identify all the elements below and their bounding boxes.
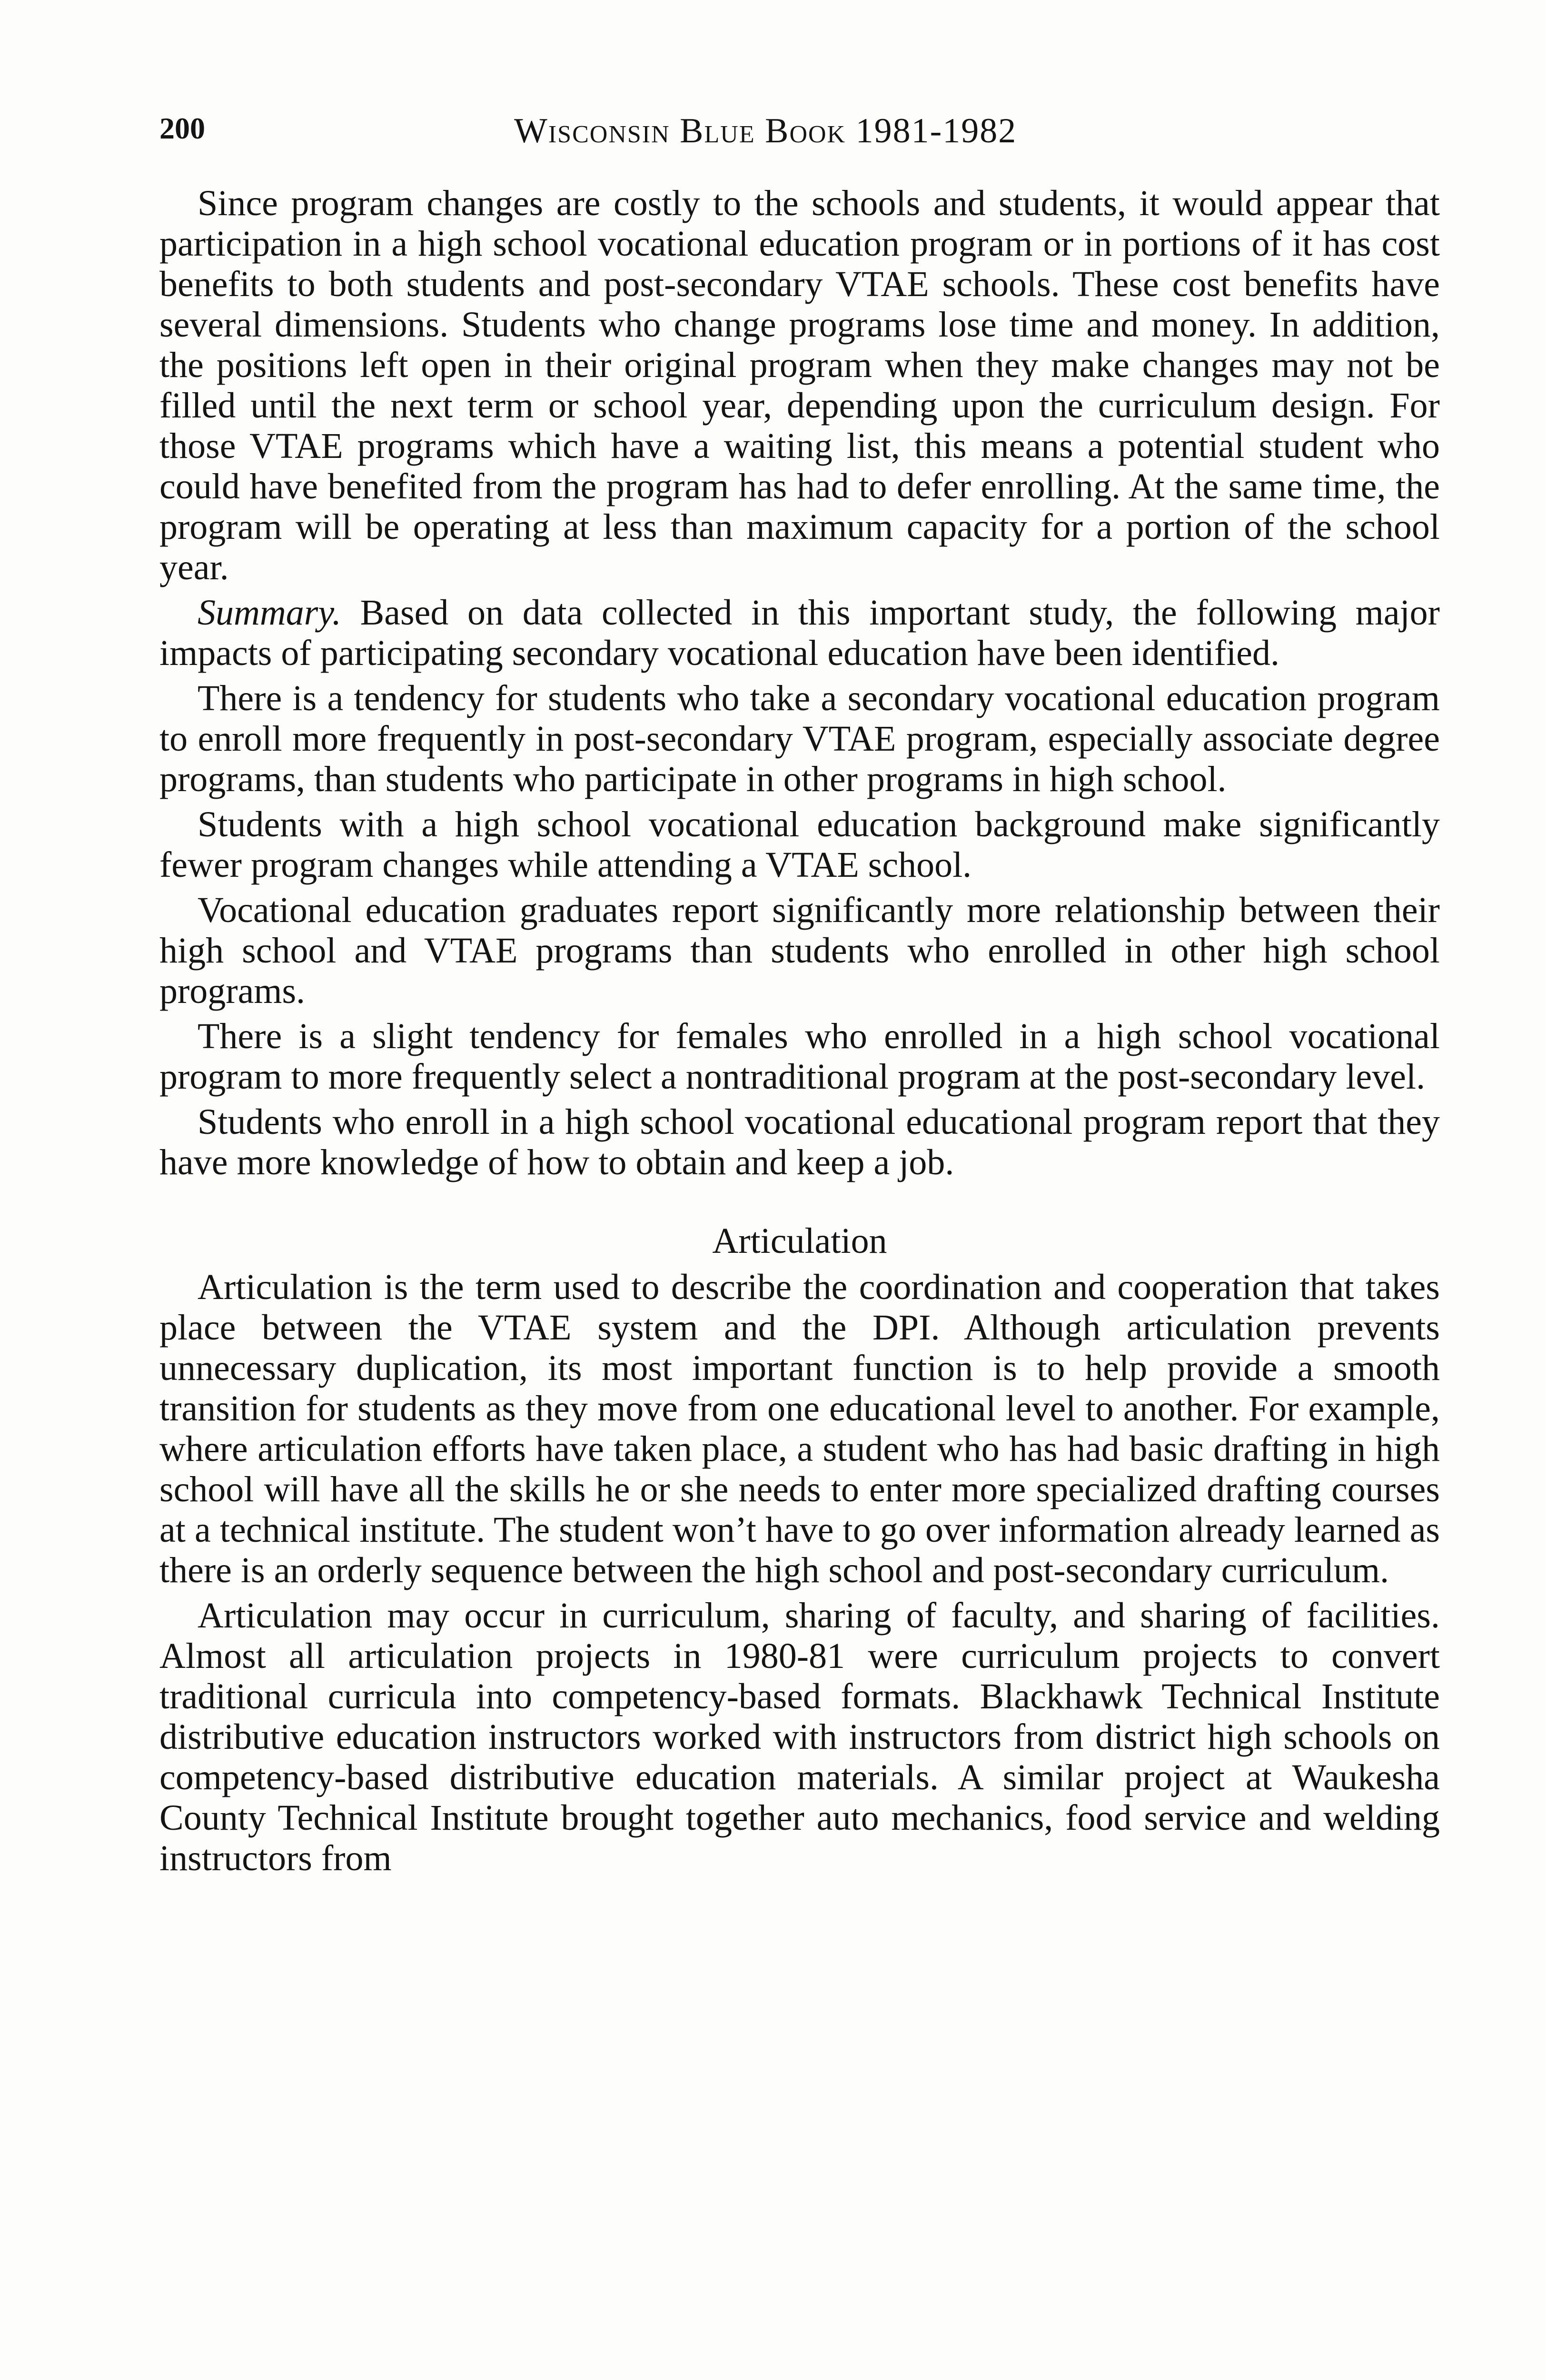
summary-item-3: Vocational education graduates report significantly more relationship between their high school and VTAE programs than students who enrolled in other high school programs. xyxy=(159,890,1440,1011)
summary-item-4: There is a slight tendency for females who enrolled in a high school vocational program to more frequently select a nontraditional program at the post-secondary level. xyxy=(159,1016,1440,1097)
summary-item-5: Students who enroll in a high school vocational educational program report that they have more knowledge of how to obtain and keep a job. xyxy=(159,1102,1440,1182)
paragraph-articulation-2: Articulation may occur in curriculum, sharing of faculty, and sharing of facilities. Almost all articulation projects in 1980-81 were curriculum projects to convert traditional curricula into competency-based formats. Blackhawk Technical Institute distributive education instructors worked with instructors from district high schools on competency-based distributive education materials. A similar project at Waukesha County Technical Institute brought together auto mechanics, food service and welding instructors from xyxy=(159,1596,1440,1878)
paragraph-summary xyxy=(159,593,1440,674)
page-header xyxy=(159,107,1426,159)
summary-item-2: Students with a high school vocational education background make significantly fewer program changes while attending a VTAE school. xyxy=(159,804,1440,885)
running-title: Wisconsin Blue Book 1981-1982 xyxy=(514,111,1017,150)
body-text xyxy=(159,183,1440,1884)
summary-lead: Summary. xyxy=(198,593,341,633)
paragraph-articulation-1: Articulation is the term used to describe the coordination and cooperation that takes place between the VTAE system and the DPI. Although articulation prevents unnecessary duplication, its most important function is to help provide a smooth transition for students as they move from one educational level to another. For example, where articulation efforts have taken place, a student who has had basic drafting in high school will have all the skills he or she needs to enter more specialized drafting courses at a technical institute. The student won’t have to go over information already learned as there is an orderly sequence between the high school and post-secondary curriculum. xyxy=(159,1267,1440,1590)
summary-item-1: There is a tendency for students who take a secondary vocational education program to enroll more frequently in post-secondary VTAE program, especially associate degree programs, than students who participate in other programs in high school. xyxy=(159,678,1440,799)
summary-text: Based on data collected in this important study, the following major impacts of participating secondary vocational education have been identified. xyxy=(159,593,1440,673)
page-number: 200 xyxy=(159,111,205,145)
section-heading-articulation: Articulation xyxy=(712,1221,887,1261)
paragraph-cost-benefits: Since program changes are costly to the schools and students, it would appear that participation in a high school vocational education program or in portions of it has cost benefits to both students and post-secondary VTAE schools. These cost benefits have several dimensions. Students who change programs lose time and money. In addition, the positions left open in their original program when they make changes may not be filled until the next term or school year, depending upon the curriculum design. For those VTAE programs which have a waiting list, this means a potential student who could have benefited from the program has had to defer enrolling. At the same time, the program will be operating at less than maximum capacity for a portion of the school year. xyxy=(159,183,1440,587)
